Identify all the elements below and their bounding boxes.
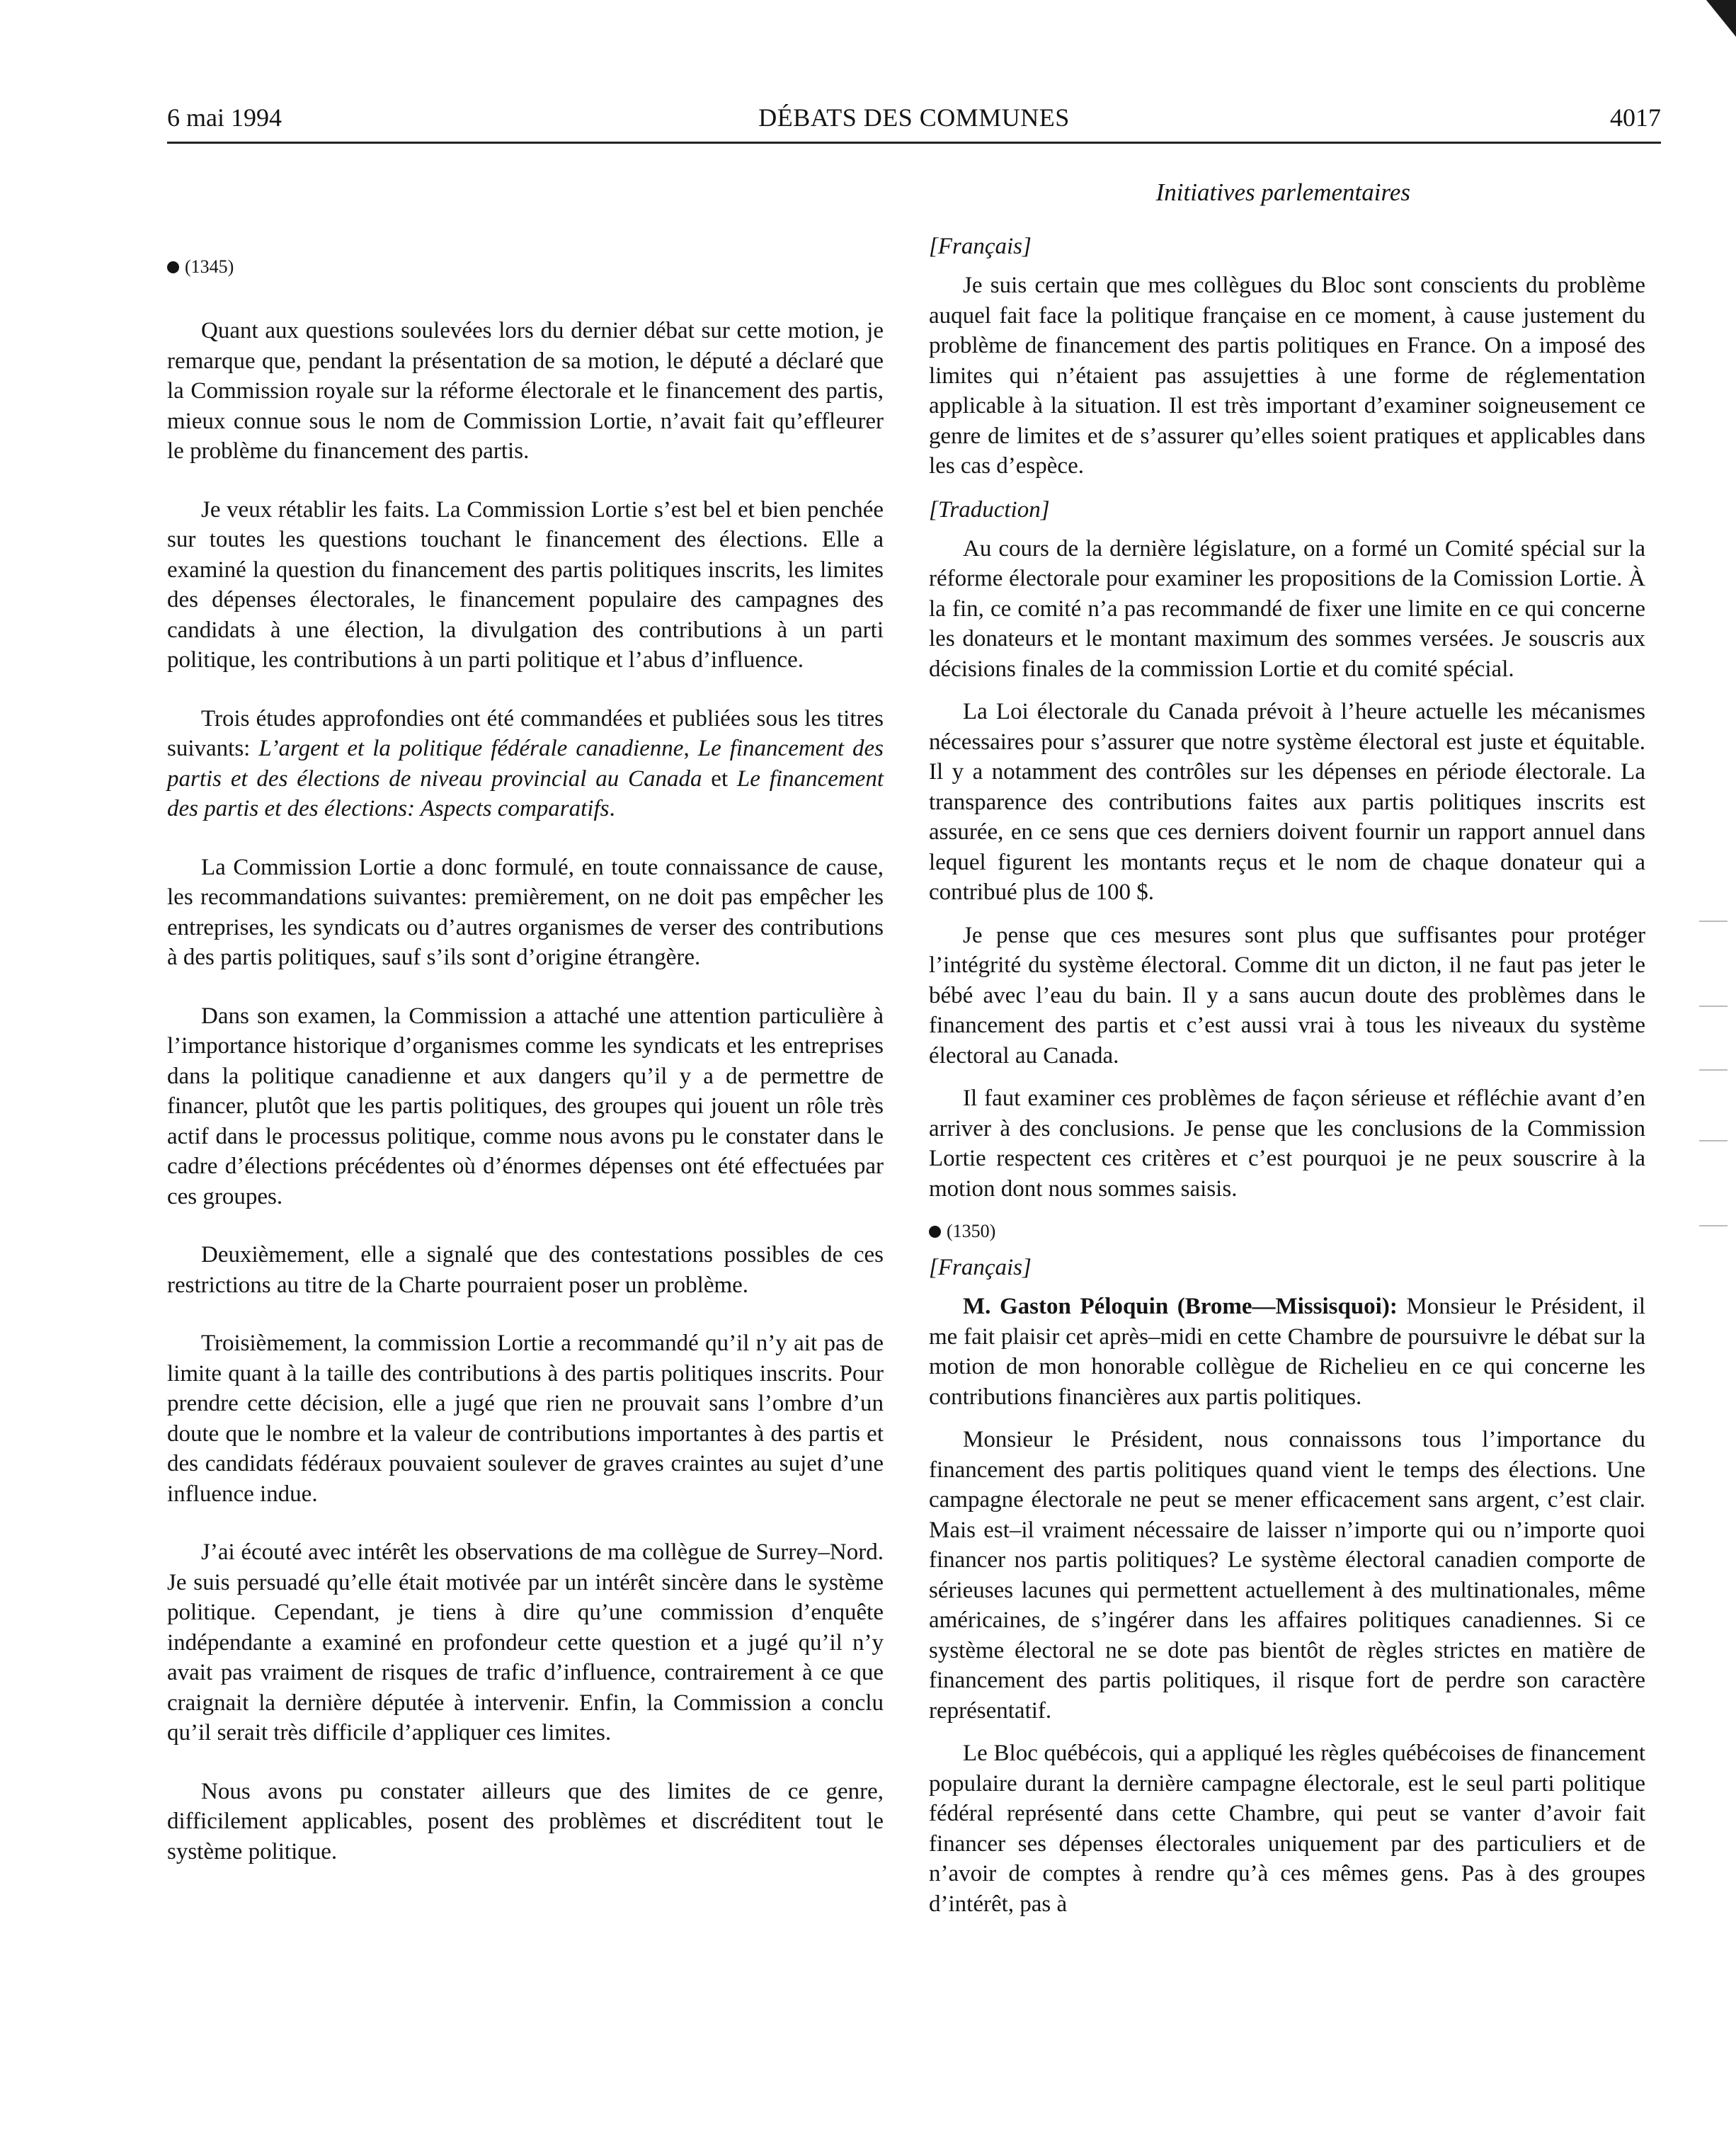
paragraph: J’ai écouté avec intérêt les observations de ma collègue de Surrey–Nord. Je suis persuadé qu’elle était motivée par un intérêt sincère dans le système politique. Cependant, je tiens à dire qu’une commission d’enquête indépendante a examiné en profondeur cette question et a jugé qu’il n’y avait pas vraiment de risques de trafic d’influence, contrairement à ce que craignait la dernière députée à intervenir. Enfin, la Commission a conclu qu’il serait très difficile d’appliquer ces limites. — [167, 1539, 884, 1745]
text-run: Monsieur le Président, il me fait plaisir cet après–midi en cette Chambre de poursuivre le débat sur la motion de mon honorable collègue de Richelieu en ce qui concerne les contributions financières aux partis politiques. — [929, 1294, 1645, 1410]
paragraph — [167, 704, 884, 824]
right-column — [929, 170, 1645, 1932]
scan-artifact — [1699, 921, 1728, 922]
study-title: Le financement des partis et des élections de niveau provincial au Canada — [167, 736, 884, 792]
language-marker: [Français] — [929, 234, 1032, 259]
bullet-icon — [929, 1226, 941, 1238]
paragraph: Je suis certain que mes collègues du Bloc sont conscients du problème auquel fait face la politique française en ce moment, à cause justement du problème de financement des partis politiques en France. On a imposé des limites qui n’étaient pas assujetties à une forme de réglementation applicable à la situation. Il est très important d’examiner soigneusement ce genre de limites et de s’assurer qu’elles soient pratiques et applicables dans les cas d’espèce. — [929, 273, 1645, 479]
paragraph: Dans son examen, la Commission a attaché une attention particulière à l’importance historique d’organismes comme les syndicats et les entreprises dans la politique canadienne et aux dangers qu’il y a de permettre de financer, plutôt que les partis politiques, des groupes qui jouent un rôle très actif dans le processus politique, comme nous avons pu le constater dans le cadre d’élections précédentes où d’énormes dépenses ont été effectuées par ces groupes. — [167, 1003, 884, 1209]
time-label: (1350) — [947, 1221, 996, 1241]
speaker-name: M. Gaston Péloquin (Brome—Missisquoi): — [963, 1294, 1398, 1319]
scan-artifact — [1699, 1069, 1728, 1071]
header-title: DÉBATS DES COMMUNES — [758, 103, 1070, 132]
time-label: (1345) — [185, 256, 234, 277]
paragraph: Il faut examiner ces problèmes de façon sérieuse et réfléchie avant d’en arriver à des conclusions. Je pense que les conclusions de la Commission Lortie respectent ces critères et c’est pourquoi je ne peux souscrire à la motion dont nous sommes saisis. — [929, 1086, 1645, 1202]
text-run: et — [702, 765, 737, 792]
text-run: . — [609, 796, 615, 821]
page-number: 4017 — [1610, 103, 1661, 132]
paragraph — [929, 1292, 1645, 1412]
time-marker — [929, 1217, 1645, 1246]
page-corner-fold — [1706, 0, 1736, 37]
paragraph: Je veux rétablir les faits. La Commission Lortie s’est bel et bien penchée sur toutes les questions touchant le financement des élections. Elle a examiné la question du financement des partis politiques inscrits, les limites des dépenses électorales, le financement populaire des campagnes des candidats à une élection, la divulgation des contributions à un parti politique, les contributions à un parti politique et l’abus d’influence. — [167, 496, 884, 673]
header-rule — [167, 142, 1661, 144]
bullet-icon — [167, 261, 179, 273]
page-header — [167, 96, 1661, 139]
language-marker: [Traduction] — [929, 496, 1050, 523]
section-subtitle: Initiatives parlementaires — [1155, 178, 1410, 206]
scan-artifact — [1699, 1140, 1728, 1141]
header-date: 6 mai 1994 — [167, 103, 282, 132]
study-title: Le financement des partis et des élections: Aspects comparatifs — [167, 765, 884, 821]
text-run: Trois études approfondies ont été commandées et publiées sous les titres suivants: — [167, 705, 884, 761]
scan-artifact — [1699, 1225, 1728, 1226]
paragraph: Quant aux questions soulevées lors du dernier débat sur cette motion, je remarque que, pendant la présentation de sa motion, le député a déclaré que la Commission royale sur la réforme électorale et le financement des partis, mieux connue sous le nom de Commission Lortie, n’avait fait qu’effleurer le problème du financement des partis. — [167, 318, 884, 464]
paragraph: La Loi électorale du Canada prévoit à l’heure actuelle les mécanismes nécessaires pour s’assurer que notre système électoral est juste et équitable. Il y a notamment des contrôles sur les dépenses en période électorale. La transparence des contributions faites aux partis politiques inscrits est assurée, en ce sens que ces derniers doivent fournir un rapport annuel dans lequel figurent les montants reçus et le nom de chaque donateur qui a contribué plus de 100 $. — [929, 699, 1645, 905]
language-marker: [Français] — [929, 1255, 1032, 1280]
paragraph: Troisièmement, la commission Lortie a recommandé qu’il n’y ait pas de limite quant à la taille des contributions à des partis politiques inscrits. Pour prendre cette décision, elle a jugé que rien ne prouvait sans l’ombre d’un doute que le nombre et la valeur de contributions importantes à des partis et des candidats fédéraux pouvaient soulever de graves craintes au sujet d’une influence indue. — [167, 1331, 884, 1507]
paragraph: Le Bloc québécois, qui a appliqué les règles québécoises de financement populaire durant la dernière campagne électorale, est le seul parti politique fédéral représenté dans cette Chambre, qui peut se vanter d’avoir fait financer ses dépenses électorales uniquement par des particuliers et de n’avoir de comptes à rendre qu’à ces mêmes gens. Pas à des groupes d’intérêt, pas à — [929, 1741, 1645, 1917]
paragraph: Au cours de la dernière législature, on a formé un Comité spécial sur la réforme électorale pour examiner les propositions de la Comission Lortie. À la fin, ce comité n’a pas recommandé de fixer une limite en ce qui concerne les donateurs et le montant maximum des sommes versées. Je souscris aux décisions finales de la commission Lortie et du comité spécial. — [929, 535, 1645, 682]
study-title: L’argent et la politique fédérale canadienne — [258, 736, 684, 761]
paragraph: Je pense que ces mesures sont plus que suffisantes pour protéger l’intégrité du système électoral. Comme dit un dicton, il ne faut pas jeter le bébé avec l’eau du bain. Il y a sans aucun doute des problèmes dans le financement des partis et c’est aussi vrai à tous les niveaux du système électoral au Canada. — [929, 922, 1645, 1069]
paragraph: La Commission Lortie a donc formulé, en toute connaissance de cause, les recommandations suivantes: premièrement, on ne doit pas empêcher les entreprises, les syndicats ou d’autres organismes de verser des contributions à des partis politiques, sauf s’ils sont d’origine étrangère. — [167, 854, 884, 970]
paragraph: Deuxièmement, elle a signalé que des contestations possibles de ces restrictions au titre de la Charte pourraient poser un problème. — [167, 1242, 884, 1298]
scan-artifact — [1699, 1006, 1728, 1007]
time-marker — [167, 252, 884, 282]
left-column — [167, 170, 884, 1895]
paragraph: Nous avons pu constater ailleurs que des limites de ce genre, difficilement applicables, posent des problèmes et discréditent tout le système politique. — [167, 1778, 884, 1864]
paragraph: Monsieur le Président, nous connaissons tous l’importance du financement des partis politiques quand vient le temps des élections. Une campagne électorale ne peut se mener efficacement sans argent, c’est clair. Mais est–il vraiment nécessaire de laisser n’importe qui ou n’importe quoi financer nos partis politiques? Le système électoral canadien comporte de sérieuses lacunes qui permettent actuellement à des multinationales, même américaines, de s’ingérer dans les affaires politiques canadiennes. Si ce système électoral ne se dote pas bientôt de règles strictes en matière de financement des partis politiques, il risque fort de perdre son caractère représentatif. — [929, 1427, 1645, 1724]
text-run: , — [683, 736, 698, 761]
